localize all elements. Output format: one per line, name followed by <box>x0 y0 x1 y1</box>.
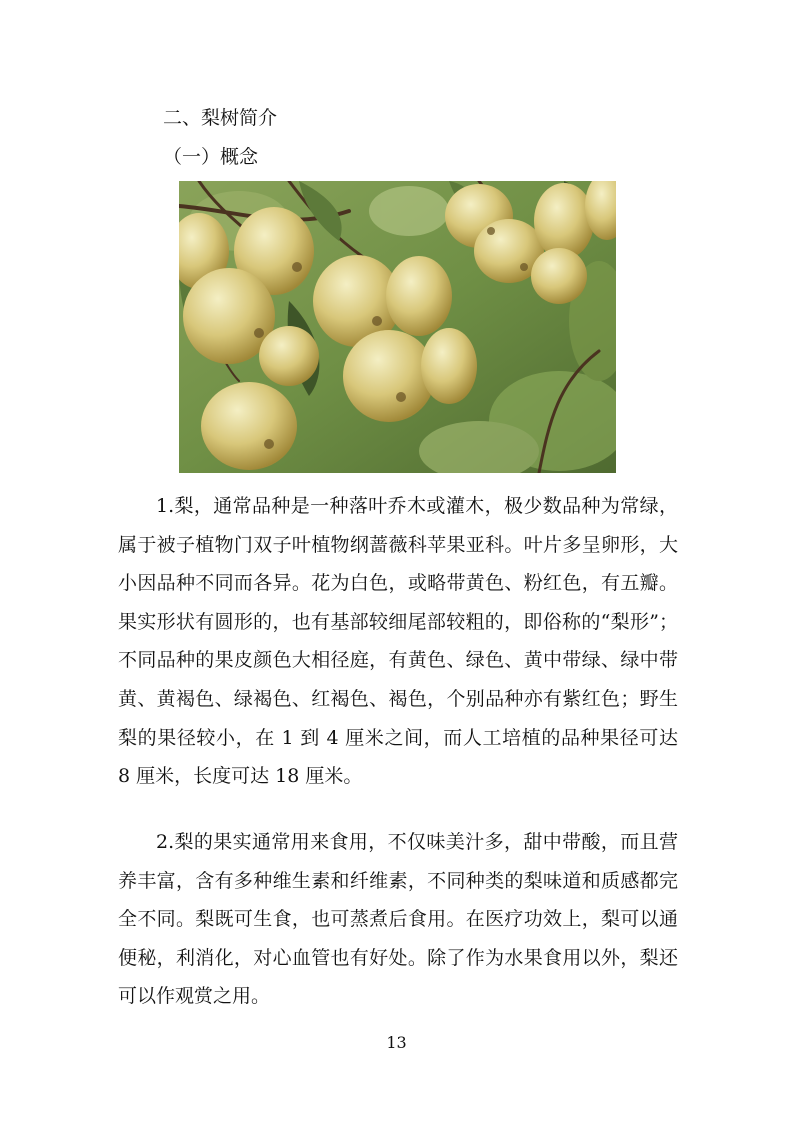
paragraph-uses: 2.梨的果实通常用来食用，不仅味美汁多，甜中带酸，而且营养丰富，含有多种维生素和纤维素，不同种类的梨味道和质感都完全不同。梨既可生食，也可蒸煮后食用。在医疗功效上，梨可以通便秘，利消化，对心血管也有好处。除了作为水果食用以外，梨还可以作观赏之用。 <box>118 831 678 1008</box>
section-heading: 二、梨树简介 <box>163 107 278 129</box>
subsection-heading: （一）概念 <box>163 146 259 168</box>
pear-photo <box>179 181 616 473</box>
paragraph-definition: 1.梨，通常品种是一种落叶乔木或灌木，极少数品种为常绿，属于被子植物门双子叶植物纲蔷薇科苹果亚科。叶片多呈卵形，大小因品种不同而各异。花为白色，或略带黄色、粉红色，有五瓣。果实形状有圆形的，也有基部较细尾部较粗的，即俗称的“梨形”；不同品种的果皮颜色大相径庭，有黄色、绿色、黄中带绿、绿中带黄、黄褐色、绿褐色、红褐色、褐色，个别品种亦有紫红色；野生梨的果径较小，在 1 到 4 厘米之间，而人工培植的品种果径可达 8 厘米，长度可达 18 厘米。 <box>118 495 678 788</box>
page-number: 13 <box>386 1033 407 1052</box>
